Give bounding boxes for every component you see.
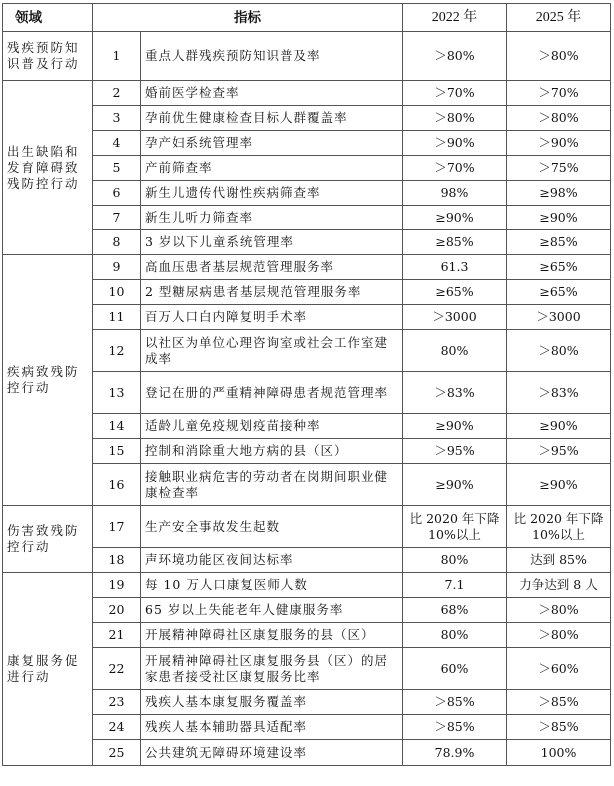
indicator-name: 高血压患者基层规范管理服务率	[141, 255, 403, 280]
value-2022: ＞80%	[403, 32, 507, 81]
value-2025: ＞80%	[507, 330, 611, 372]
table-row	[3, 372, 611, 414]
value-2025: ＞80%	[507, 598, 611, 623]
indicator-name: 每 10 万人口康复医师人数	[141, 573, 403, 598]
row-number: 19	[93, 573, 141, 598]
indicator-name: 新生儿听力筛查率	[141, 206, 403, 230]
table-row	[3, 181, 611, 206]
value-2025: ＞75%	[507, 156, 611, 181]
row-number: 15	[93, 439, 141, 464]
indicator-name: 婚前医学检查率	[141, 81, 403, 106]
area-cell: 疾病致残防控行动	[3, 255, 93, 506]
row-number: 8	[93, 230, 141, 255]
header-2022: 2022 年	[403, 4, 507, 32]
value-2025: ≥90%	[507, 206, 611, 230]
row-number: 20	[93, 598, 141, 623]
row-number: 14	[93, 414, 141, 439]
value-2022: ＞85%	[403, 690, 507, 715]
value-2022: ≥90%	[403, 414, 507, 439]
table-row	[3, 330, 611, 372]
value-2022: 80%	[403, 548, 507, 573]
indicator-name: 残疾人基本辅助器具适配率	[141, 715, 403, 740]
row-number: 10	[93, 280, 141, 305]
table-row	[3, 81, 611, 106]
row-number: 16	[93, 464, 141, 506]
row-number: 3	[93, 106, 141, 131]
indicator-name: 登记在册的严重精神障碍患者规范管理率	[141, 372, 403, 414]
indicator-name: 65 岁以上失能老年人健康服务率	[141, 598, 403, 623]
value-2025: 达到 85%	[507, 548, 611, 573]
indicator-table-container	[2, 3, 611, 766]
value-2022: ＞80%	[403, 106, 507, 131]
row-number: 18	[93, 548, 141, 573]
value-2025: ＞70%	[507, 81, 611, 106]
value-2022: ＞3000	[403, 305, 507, 330]
value-2025: ≥90%	[507, 464, 611, 506]
value-2022: ＞70%	[403, 156, 507, 181]
value-2022: 61.3	[403, 255, 507, 280]
table-row	[3, 690, 611, 715]
table-row	[3, 131, 611, 156]
indicator-name: 控制和消除重大地方病的县（区）	[141, 439, 403, 464]
indicator-name: 重点人群残疾预防知识普及率	[141, 32, 403, 81]
indicator-name: 百万人口白内障复明手术率	[141, 305, 403, 330]
value-2025: ＞85%	[507, 715, 611, 740]
value-2022: 比 2020 年下降 10%以上	[403, 506, 507, 548]
value-2025: ≥85%	[507, 230, 611, 255]
value-2022: ≥90%	[403, 464, 507, 506]
value-2022: 80%	[403, 330, 507, 372]
table-row	[3, 439, 611, 464]
table-row	[3, 648, 611, 690]
area-cell: 残疾预防知识普及行动	[3, 32, 93, 81]
indicator-name: 新生儿遗传代谢性疾病筛查率	[141, 181, 403, 206]
value-2025: ＞95%	[507, 439, 611, 464]
row-number: 4	[93, 131, 141, 156]
row-number: 13	[93, 372, 141, 414]
value-2025: ＞80%	[507, 32, 611, 81]
row-number: 17	[93, 506, 141, 548]
value-2022: 98%	[403, 181, 507, 206]
value-2025: ＞3000	[507, 305, 611, 330]
row-number: 24	[93, 715, 141, 740]
area-cell: 伤害致残防控行动	[3, 506, 93, 573]
table-body	[3, 32, 611, 766]
value-2022: 68%	[403, 598, 507, 623]
value-2025: ＞80%	[507, 623, 611, 648]
value-2022: ≥65%	[403, 280, 507, 305]
table-row	[3, 464, 611, 506]
value-2025: ＞90%	[507, 131, 611, 156]
indicator-name: 适龄儿童免疫规划疫苗接种率	[141, 414, 403, 439]
table-row	[3, 280, 611, 305]
value-2025: 力争达到 8 人	[507, 573, 611, 598]
indicator-name: 开展精神障碍社区康复服务的县（区）	[141, 623, 403, 648]
row-number: 21	[93, 623, 141, 648]
indicator-name: 2 型糖尿病患者基层规范管理服务率	[141, 280, 403, 305]
value-2022: 78.9%	[403, 740, 507, 766]
indicator-name: 产前筛查率	[141, 156, 403, 181]
value-2022: 80%	[403, 623, 507, 648]
value-2022: ＞95%	[403, 439, 507, 464]
value-2025: ＞85%	[507, 690, 611, 715]
value-2025: ＞83%	[507, 372, 611, 414]
row-number: 25	[93, 740, 141, 766]
indicator-name: 声环境功能区夜间达标率	[141, 548, 403, 573]
area-cell: 出生缺陷和发育障碍致残防控行动	[3, 81, 93, 255]
area-cell: 康复服务促进行动	[3, 573, 93, 766]
header-row	[3, 4, 611, 32]
row-number: 2	[93, 81, 141, 106]
row-number: 1	[93, 32, 141, 81]
row-number: 11	[93, 305, 141, 330]
table-row	[3, 255, 611, 280]
indicator-name: 孕前优生健康检查目标人群覆盖率	[141, 106, 403, 131]
table-row	[3, 548, 611, 573]
row-number: 7	[93, 206, 141, 230]
indicator-name: 以社区为单位心理咨询室或社会工作室建成率	[141, 330, 403, 372]
header-indicator: 指标	[93, 4, 403, 32]
value-2022: ≥85%	[403, 230, 507, 255]
value-2022: ＞90%	[403, 131, 507, 156]
row-number: 12	[93, 330, 141, 372]
table-row	[3, 623, 611, 648]
indicator-name: 开展精神障碍社区康复服务县（区）的居家患者接受社区康复服务比率	[141, 648, 403, 690]
header-area: 领域	[3, 4, 93, 32]
value-2025: ＞80%	[507, 106, 611, 131]
table-row	[3, 32, 611, 81]
value-2025: ≥65%	[507, 255, 611, 280]
table-row	[3, 598, 611, 623]
value-2022: ≥90%	[403, 206, 507, 230]
value-2022: 60%	[403, 648, 507, 690]
row-number: 6	[93, 181, 141, 206]
indicator-name: 3 岁以下儿童系统管理率	[141, 230, 403, 255]
row-number: 23	[93, 690, 141, 715]
table-row	[3, 156, 611, 181]
table-row	[3, 573, 611, 598]
table-row	[3, 715, 611, 740]
indicator-name: 生产安全事故发生起数	[141, 506, 403, 548]
value-2022: ＞85%	[403, 715, 507, 740]
indicator-name: 残疾人基本康复服务覆盖率	[141, 690, 403, 715]
table-row	[3, 305, 611, 330]
indicator-table	[2, 3, 611, 766]
value-2025: ＞60%	[507, 648, 611, 690]
table-row	[3, 106, 611, 131]
table-row	[3, 206, 611, 230]
row-number: 5	[93, 156, 141, 181]
value-2025: ≥65%	[507, 280, 611, 305]
table-row	[3, 740, 611, 766]
indicator-name: 公共建筑无障碍环境建设率	[141, 740, 403, 766]
indicator-name: 接触职业病危害的劳动者在岗期间职业健康检查率	[141, 464, 403, 506]
value-2025: 100%	[507, 740, 611, 766]
header-2025: 2025 年	[507, 4, 611, 32]
value-2022: ＞83%	[403, 372, 507, 414]
value-2025: ≥90%	[507, 414, 611, 439]
value-2025: ≥98%	[507, 181, 611, 206]
row-number: 9	[93, 255, 141, 280]
value-2025: 比 2020 年下降 10%以上	[507, 506, 611, 548]
table-row	[3, 230, 611, 255]
value-2022: ＞70%	[403, 81, 507, 106]
table-row	[3, 414, 611, 439]
value-2022: 7.1	[403, 573, 507, 598]
indicator-name: 孕产妇系统管理率	[141, 131, 403, 156]
table-row	[3, 506, 611, 548]
row-number: 22	[93, 648, 141, 690]
